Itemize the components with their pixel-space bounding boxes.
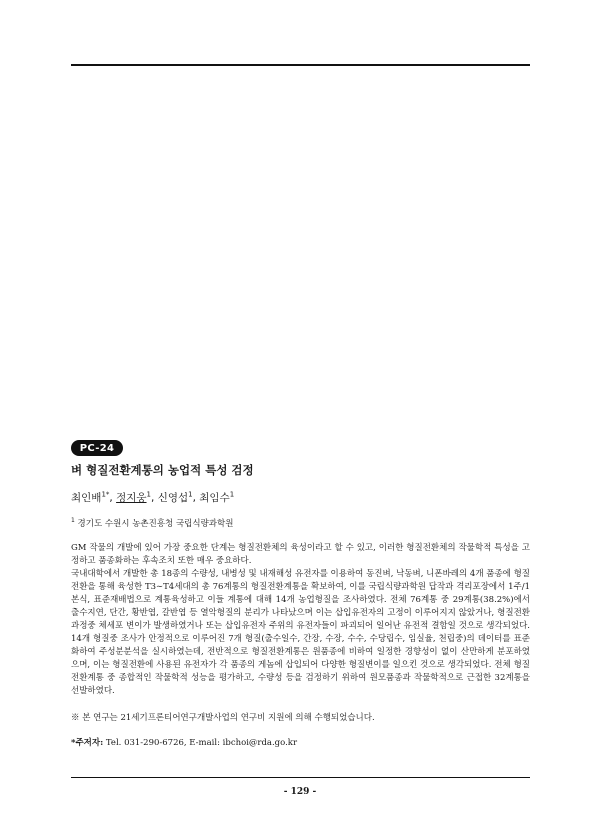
author-separator: , [109, 492, 117, 504]
author-superscript: 1 [229, 490, 235, 499]
author-name: 신영섭 [157, 492, 189, 504]
author-superscript: 1* [101, 490, 110, 499]
contact-details: Tel. 031-290-6726, E-mail: ibchoi@rda.go.kr [105, 738, 298, 748]
abstract-body [71, 542, 530, 698]
acknowledgement: ※ 본 연구는 21세기프론티어연구개발사업의 연구비 지원에 의해 수행되었습니다. [71, 713, 375, 723]
abstract-paragraph: 국내대학에서 개발한 총 18종의 수량성, 내병성 및 내재해성 유전자를 이용하여 동진벼, 낙동벼, 니폰바레의 4개 품종에 형질전환을 통해 육성한 T3∼T4세대의 총 76계통의 형질전환계통을 확보하여, 이를 국립식량과학원 답작과 격리포장에서 1주/1본식, 표준재배법으로 계통육성하고 이들 계통에 대해 14개 농업형질을 조사하였다. 전체 76계통 중 29계통(38.2%)에서 출수지연, 단간, 황반엽, 갈반엽 등 열악형질의 분리가 나타났으며 이는 삽입유전자의 고정이 이루어지지 않았거나, 형질전환 과정중 체세포 변이가 발생하였거나 또는 삽입유전자 주위의 유전자들이 파괴되어 일어난 유전적 결함일 것으로 생각되었다. 14개 형질중 조사가 안정적으로 이루어진 7개 형질(출수일수, 간장, 수장, 수수, 수당립수, 임실율, 천립중)의 데이터를 표준화하여 주성분분석을 실시하였는데, 전반적으로 형질전환계통은 원품종에 비하여 일정한 경향성이 없이 산만하게 분포하였으며, 이는 형질전환에 사용된 유전자가 각 품종의 게놈에 삽입되어 다양한 형질변이를 일으킨 것으로 생각되었다. 전체 형질전환계통 중 종합적인 작물학적 성능을 평가하고, 수량성 등을 검정하기 위하여 원모품종과 작물학적으로 근접한 32계통을 선발하였다. [71, 569, 530, 696]
affiliation-superscript: 1 [71, 517, 75, 525]
author-superscript: 1 [146, 490, 151, 499]
paper-title: 벼 형질전환계통의 농업적 특성 검정 [71, 463, 254, 477]
page-number: - 129 - [283, 787, 317, 797]
presenting-author-name: 정지웅 [116, 492, 147, 504]
author-name: 최인배 [71, 492, 102, 504]
session-badge: PC-24 [71, 440, 123, 456]
bottom-rule [71, 777, 530, 778]
author-separator: , [192, 492, 200, 504]
author-superscript: 1 [188, 490, 193, 499]
author-name: 최임수 [199, 492, 230, 504]
author-separator: , [151, 492, 158, 504]
abstract-paragraph: GM 작물의 개발에 있어 가장 중요한 단계는 형질전환체의 육성이라고 할 수 있고, 이러한 형질전환체의 작물학적 특성을 고정하고 품종화하는 후속조치 또한 매우 중요하다. [71, 543, 530, 566]
contact-label: *주저자: [71, 738, 104, 748]
affiliation-text: 경기도 수원시 농촌진흥청 국립식량과학원 [77, 519, 234, 529]
top-rule [71, 64, 530, 66]
corresponding-author-contact [71, 737, 530, 750]
author-list [71, 490, 234, 505]
affiliation [71, 517, 233, 529]
